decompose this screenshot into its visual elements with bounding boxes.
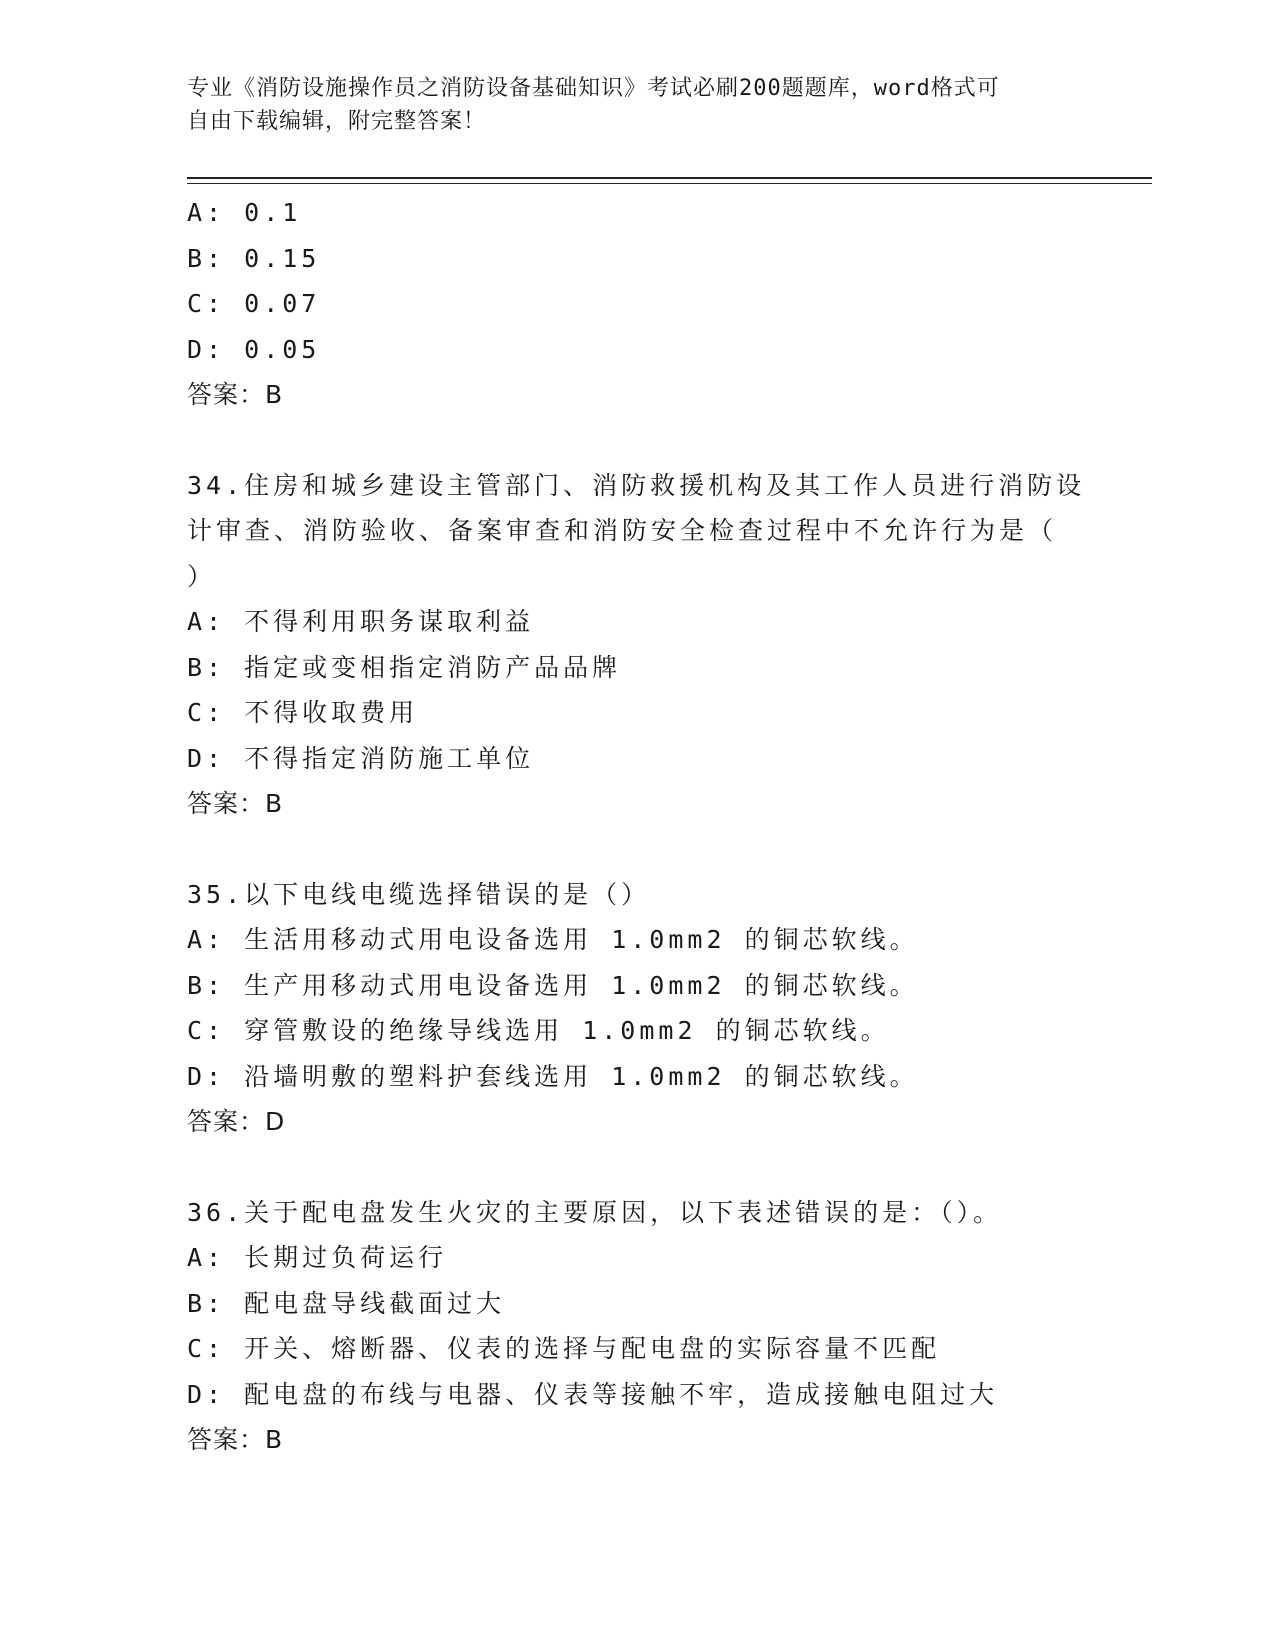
answer-line: 答案：D <box>187 1107 286 1136</box>
option-d: D: 不得指定消防施工单位 <box>187 743 535 773</box>
option-a: A: 生活用移动式用电设备选用 1.0mm2 的铜芯软线。 <box>187 925 919 954</box>
option-c: C: 穿管敷设的绝缘导线选用 1.0mm2 的铜芯软线。 <box>187 1016 890 1045</box>
document-header <box>187 72 1067 138</box>
option-a: A: 不得利用职务谋取利益 <box>187 607 535 636</box>
question-text-line: 35.以下电线电缆选择错误的是（） <box>187 879 651 909</box>
header-line-2: 自由下载编辑，附完整答案！ <box>187 109 487 134</box>
question-content <box>187 190 1087 1463</box>
answer-line: 答案：B <box>187 380 284 409</box>
option-a: A: 0.1 <box>187 198 302 227</box>
option-a: A: 长期过负荷运行 <box>187 1243 448 1272</box>
option-b: B: 配电盘导线截面过大 <box>187 1288 506 1318</box>
question-36 <box>187 1190 1087 1463</box>
question-35 <box>187 872 1087 1145</box>
question-text-line: 计审查、消防验收、备案审查和消防安全检查过程中不允许行为是（ <box>187 516 1058 545</box>
option-b: B: 生产用移动式用电设备选用 1.0mm2 的铜芯软线。 <box>187 970 919 1000</box>
question-text-line: 36.关于配电盘发生火灾的主要原因，以下表述错误的是：（）。 <box>187 1197 1003 1227</box>
header-rule-thin <box>187 183 1152 184</box>
answer-line: 答案：B <box>187 789 284 818</box>
option-c: C: 开关、熔断器、仪表的选择与配电盘的实际容量不匹配 <box>187 1334 941 1363</box>
answer-line: 答案：B <box>187 1425 284 1454</box>
option-c: C: 0.07 <box>187 289 321 318</box>
question-text-line: 34.住房和城乡建设主管部门、消防救援机构及其工作人员进行消防设 <box>187 470 1086 500</box>
question-33-tail <box>187 190 1087 418</box>
header-line-1: 专业《消防设施操作员之消防设备基础知识》考试必刷200题题库，word格式可 <box>187 76 1000 101</box>
question-text-line: ） <box>187 561 217 591</box>
option-b: B: 0.15 <box>187 243 321 273</box>
option-b: B: 指定或变相指定消防产品品牌 <box>187 652 622 682</box>
option-d: D: 0.05 <box>187 334 321 364</box>
option-d: D: 配电盘的布线与电器、仪表等接触不牢，造成接触电阻过大 <box>187 1379 999 1409</box>
question-34 <box>187 463 1087 827</box>
header-rule-thick <box>187 177 1152 179</box>
option-c: C: 不得收取费用 <box>187 698 419 727</box>
option-d: D: 沿墙明敷的塑料护套线选用 1.0mm2 的铜芯软线。 <box>187 1061 919 1091</box>
